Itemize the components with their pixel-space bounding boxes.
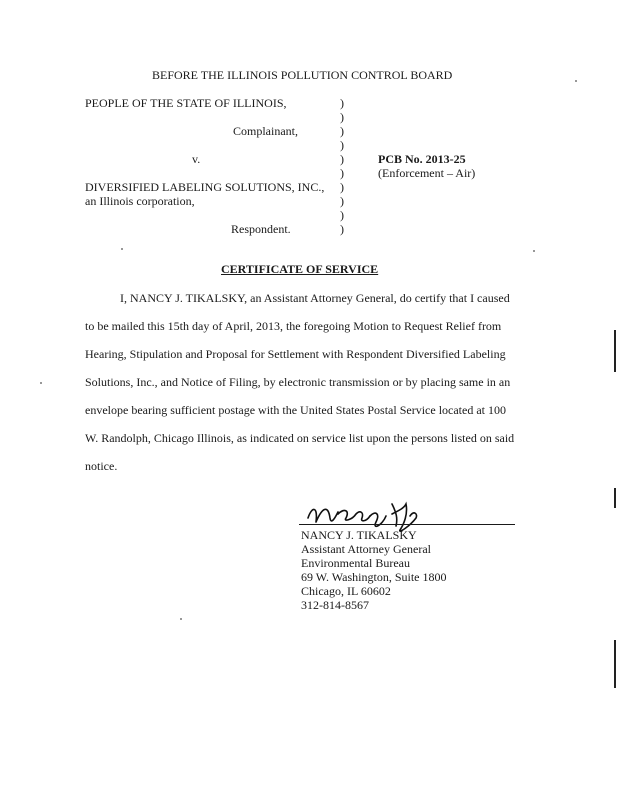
scan-speckle [40, 382, 42, 384]
defendant-description: an Illinois corporation, [85, 194, 195, 208]
defendant-role: Respondent. [231, 222, 291, 236]
versus-label: v. [192, 152, 201, 166]
signer-name: NANCY J. TIKALSKY [301, 528, 417, 542]
body-line: Hearing, Stipulation and Proposal for Settlement with Respondent Diversified Labeling [85, 347, 506, 361]
plaintiff-role: Complainant, [233, 124, 298, 138]
signer-phone: 312-814-8567 [301, 598, 369, 612]
caption-paren: ) [340, 180, 344, 194]
scan-speckle [533, 250, 535, 252]
caption-paren: ) [340, 166, 344, 180]
body-line: Solutions, Inc., and Notice of Filing, by electronic transmission or by placing same in an [85, 375, 511, 389]
defendant-name: DIVERSIFIED LABELING SOLUTIONS, INC., [85, 180, 325, 194]
body-line: notice. [85, 459, 118, 473]
body-line: envelope bearing sufficient postage with the United States Postal Service located at 100 [85, 403, 506, 417]
signer-address-street: 69 W. Washington, Suite 1800 [301, 570, 447, 584]
caption-paren: ) [340, 124, 344, 138]
signer-title: Assistant Attorney General [301, 542, 431, 556]
scan-speckle [575, 80, 577, 82]
body-line: I, NANCY J. TIKALSKY, an Assistant Attorney General, do certify that I caused [120, 291, 510, 305]
case-type: (Enforcement – Air) [378, 166, 476, 180]
signature-line [299, 524, 515, 525]
caption-paren: ) [340, 194, 344, 208]
scan-edge-mark [614, 330, 616, 372]
scan-edge-mark [614, 488, 616, 508]
scan-speckle [121, 248, 123, 250]
body-line: to be mailed this 15th day of April, 2013, the foregoing Motion to Request Relief from [85, 319, 502, 333]
scan-speckle [180, 618, 182, 620]
caption-paren: ) [340, 138, 344, 152]
signer-bureau: Environmental Bureau [301, 556, 410, 570]
board-heading: BEFORE THE ILLINOIS POLLUTION CONTROL BOARD [152, 68, 453, 82]
caption-paren: ) [340, 208, 344, 222]
signer-address-city: Chicago, IL 60602 [301, 584, 391, 598]
caption-paren: ) [340, 96, 344, 110]
case-number: PCB No. 2013-25 [378, 152, 466, 166]
body-line: W. Randolph, Chicago Illinois, as indicated on service list upon the persons listed on said [85, 431, 515, 445]
certificate-title: CERTIFICATE OF SERVICE [221, 262, 379, 276]
scan-edge-mark [614, 640, 616, 688]
plaintiff-name: PEOPLE OF THE STATE OF ILLINOIS, [85, 96, 287, 110]
caption-paren: ) [340, 152, 344, 166]
caption-paren: ) [340, 110, 344, 124]
caption-paren: ) [340, 222, 344, 236]
